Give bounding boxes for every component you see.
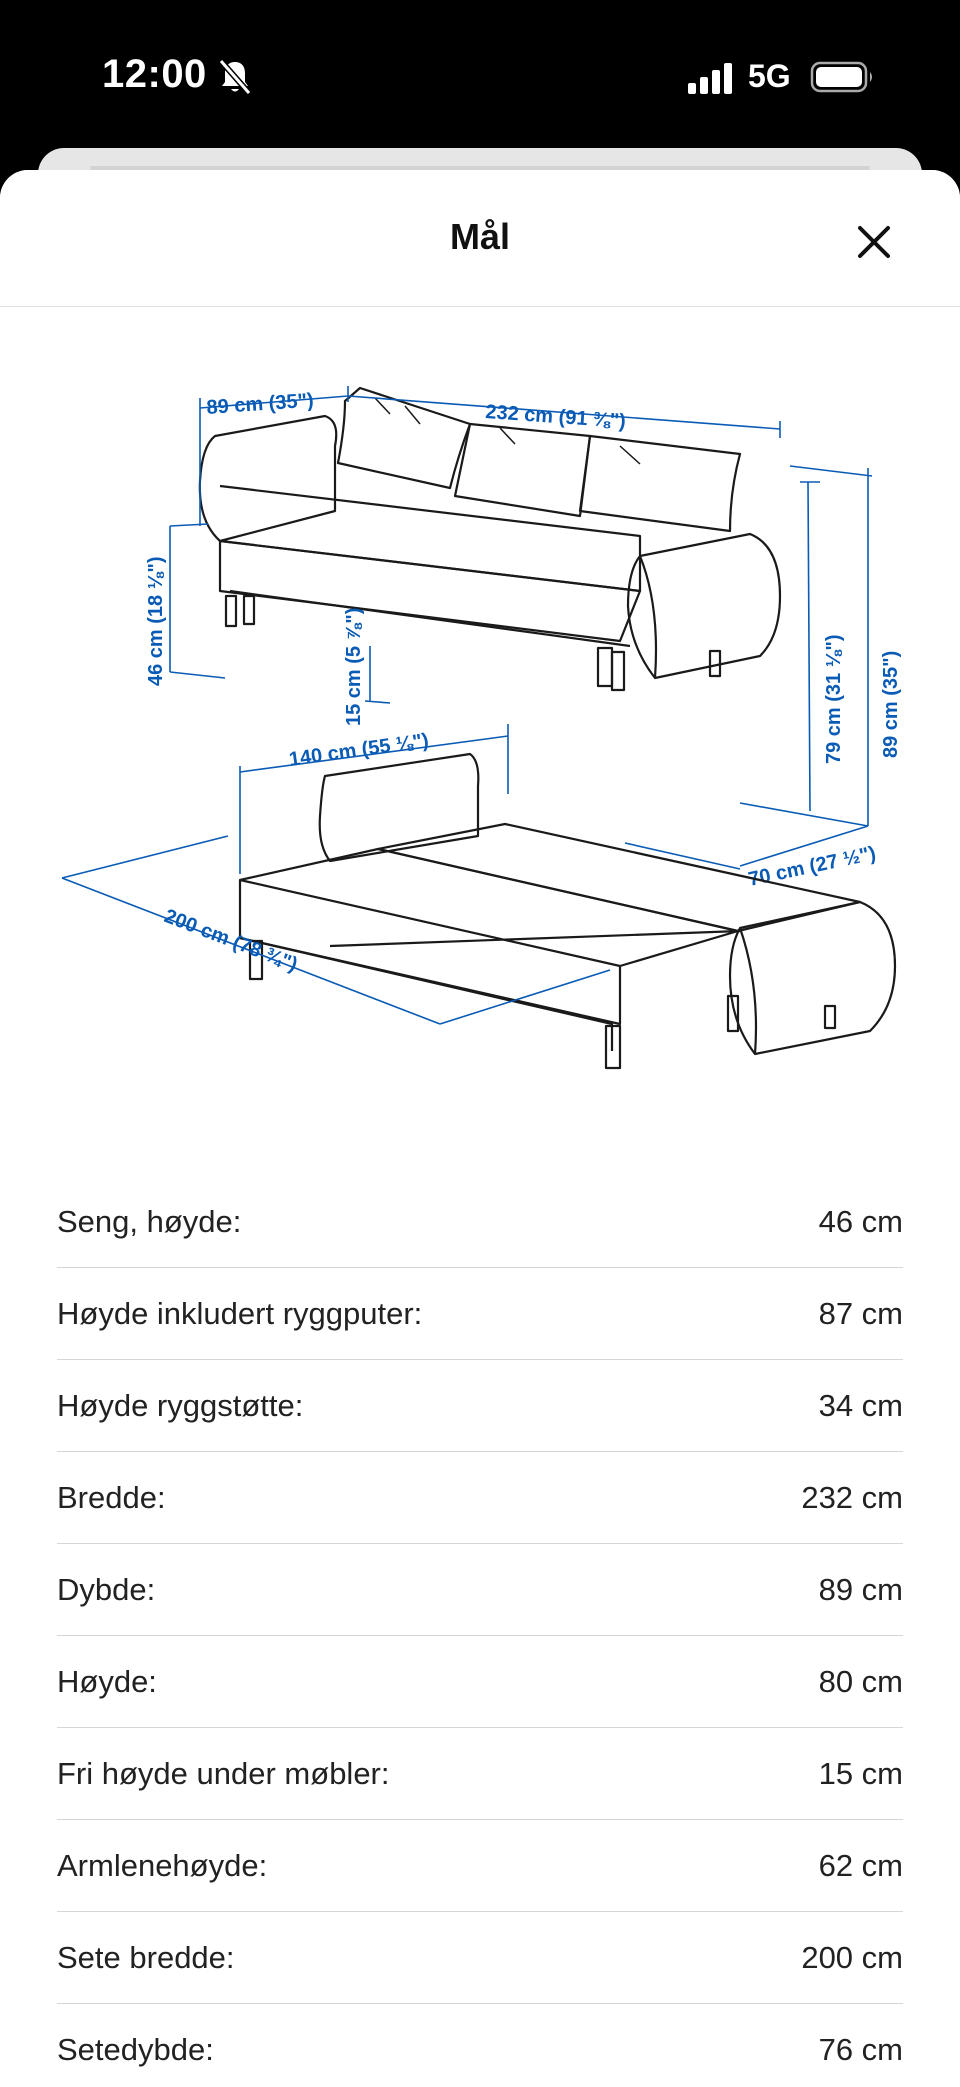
sofa-depth-label: 70 cm (27 ½") xyxy=(746,842,878,891)
spec-value: 76 cm xyxy=(818,2031,903,2067)
spec-row xyxy=(57,1820,903,1912)
sofa-width-label: 232 cm (91 ⅜") xyxy=(484,401,627,433)
spec-value: 46 cm xyxy=(818,1203,903,1239)
status-bar xyxy=(0,0,960,150)
sofa-bed-illustration xyxy=(240,754,895,1068)
spec-row xyxy=(57,2004,903,2087)
spec-value: 232 cm xyxy=(801,1479,903,1515)
spec-label: Høyde ryggstøtte: xyxy=(57,1387,304,1423)
dimension-drawing xyxy=(0,306,960,1176)
spec-value: 62 cm xyxy=(818,1847,903,1883)
spec-label: Fri høyde under møbler: xyxy=(57,1755,390,1791)
spec-row xyxy=(57,1360,903,1452)
sofa-illustration xyxy=(200,388,780,690)
network-type: 5G xyxy=(748,58,791,94)
bell-slash-icon xyxy=(218,58,252,96)
spec-label: Dybde: xyxy=(57,1571,156,1607)
sheet-header xyxy=(0,170,960,307)
sofa-depth-arm-label: 89 cm (35") xyxy=(205,389,315,419)
spec-label: Seng, høyde: xyxy=(57,1203,242,1239)
spec-value: 87 cm xyxy=(818,1295,903,1331)
close-icon[interactable] xyxy=(852,220,896,264)
spec-row xyxy=(57,1176,903,1268)
spec-row xyxy=(57,1452,903,1544)
battery-icon xyxy=(810,60,876,94)
spec-value: 15 cm xyxy=(818,1755,903,1791)
spec-label: Setedybde: xyxy=(57,2031,214,2067)
spec-value: 200 cm xyxy=(801,1939,903,1975)
spec-label: Høyde: xyxy=(57,1663,157,1699)
sofa-back-height-label: 79 cm (31 ⅛") xyxy=(823,634,845,764)
sofa-clearance-label: 15 cm (5 ⅞") xyxy=(343,607,365,726)
signal-bars-icon xyxy=(686,62,736,94)
bed-width-label: 140 cm (55 ⅛") xyxy=(287,729,431,771)
spec-label: Høyde inkludert ryggputer: xyxy=(57,1295,423,1331)
status-time: 12:00 xyxy=(102,52,207,96)
spec-label: Armlenehøyde: xyxy=(57,1847,268,1883)
sofa-total-height-label: 89 cm (35") xyxy=(880,650,902,758)
spec-label: Bredde: xyxy=(57,1479,166,1515)
spec-value: 80 cm xyxy=(818,1663,903,1699)
spec-row xyxy=(57,1728,903,1820)
spec-label: Sete bredde: xyxy=(57,1939,235,1975)
spec-row xyxy=(57,1268,903,1360)
sofa-seat-height-label: 46 cm (18 ⅛") xyxy=(145,556,167,686)
dimensions-sheet xyxy=(0,170,960,2087)
spec-row xyxy=(57,1912,903,2004)
bed-length-label: 200 cm (78 ¾") xyxy=(161,905,301,977)
sheet-title: Mål xyxy=(449,216,510,257)
spec-row xyxy=(57,1544,903,1636)
spec-value: 34 cm xyxy=(818,1387,903,1423)
spec-row xyxy=(57,1636,903,1728)
spec-value: 89 cm xyxy=(818,1571,903,1607)
dimension-spec-list xyxy=(57,1176,903,2087)
